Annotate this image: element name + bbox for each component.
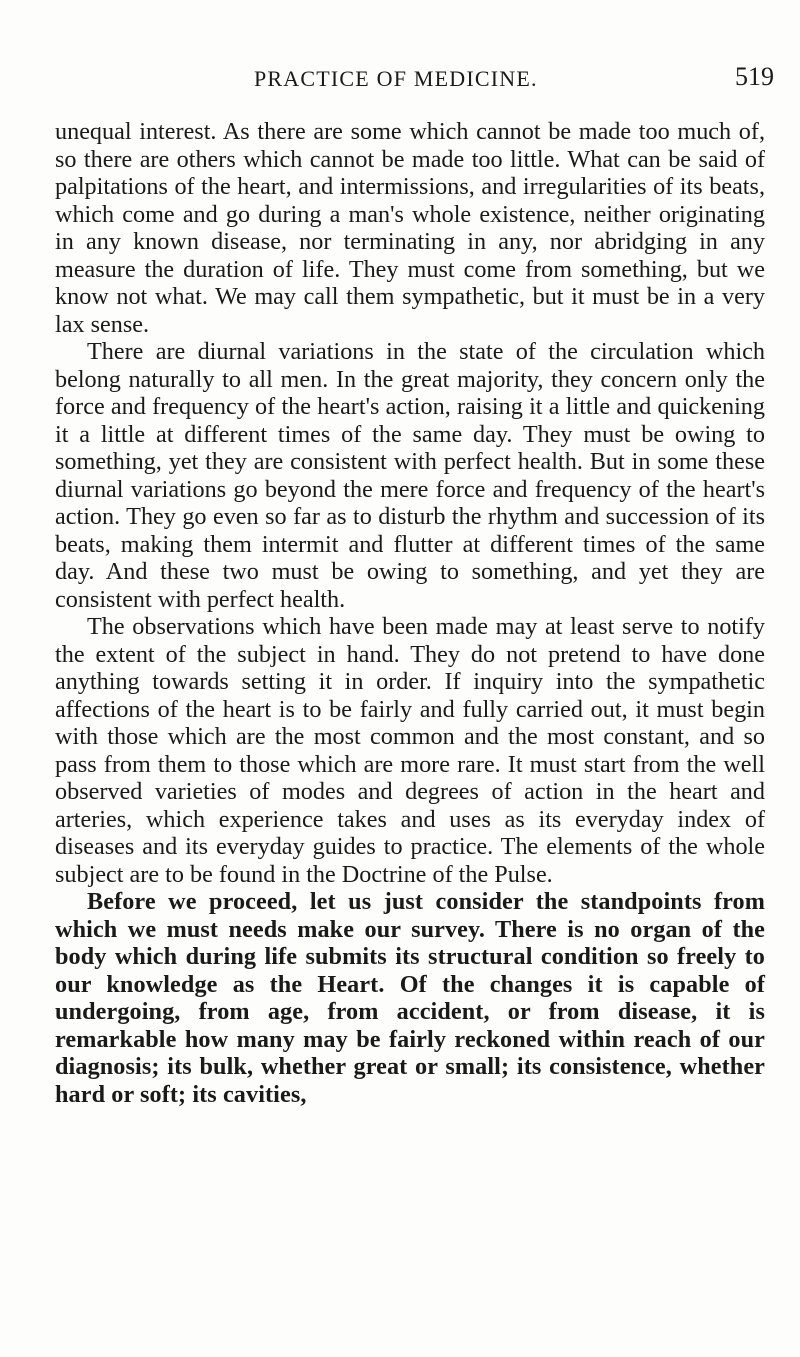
running-head [254,62,774,96]
paragraph-1: unequal interest. As there are some which cannot be made too much of, so there are others which cannot be made too little. What can be said of palpitations of the heart, and intermissions, and irregularities of its beats, which come and go during a man's whole existence, neither originating in any known disease, nor terminating in any, nor abridging in any measure the duration of life. They must come from something, but we know not what. We may call them sympathetic, but it must be in a very lax sense. [55,118,765,338]
running-head-title: PRACTICE OF MEDICINE. [254,66,538,91]
paragraph-2: There are diurnal variations in the state of the circulation which belong naturally to all men. In the great majority, they concern only the force and frequency of the heart's action, raising it a little and quickening it a little at different times of the same day. They must be owing to something, yet they are consistent with perfect health. But in some these diurnal variations go beyond the mere force and frequency of the heart's action. They go even so far as to disturb the rhythm and succession of its beats, making them intermit and flutter at different times of the same day. And these two must be owing to something, and yet they are consistent with perfect health. [55,338,765,613]
paragraph-3: The observations which have been made may at least serve to notify the extent of the subject in hand. They do not pretend to have done anything towards setting it in order. If inquiry into the sympathetic affections of the heart is to be fairly and fully carried out, it must begin with those which are the most common and the most constant, and so pass from them to those which are more rare. It must start from the well observed varieties of modes and degrees of action in the heart and arteries, which experience takes and uses as its everyday index of diseases and its everyday guides to practice. The elements of the whole subject are to be found in the Doctrine of the Pulse. [55,613,765,888]
page-number: 519 [735,62,774,91]
paragraph-4: Before we proceed, let us just consider the standpoints from which we must needs make our survey. There is no organ of the body which during life submits its structural condition so freely to our knowledge as the Heart. Of the changes it is capable of undergoing, from age, from accident, or from disease, it is remarkable how many may be fairly reckoned within reach of our diagnosis; its bulk, whether great or small; its consistence, whether hard or soft; its cavities, [55,888,765,1108]
body-text [55,118,765,1108]
